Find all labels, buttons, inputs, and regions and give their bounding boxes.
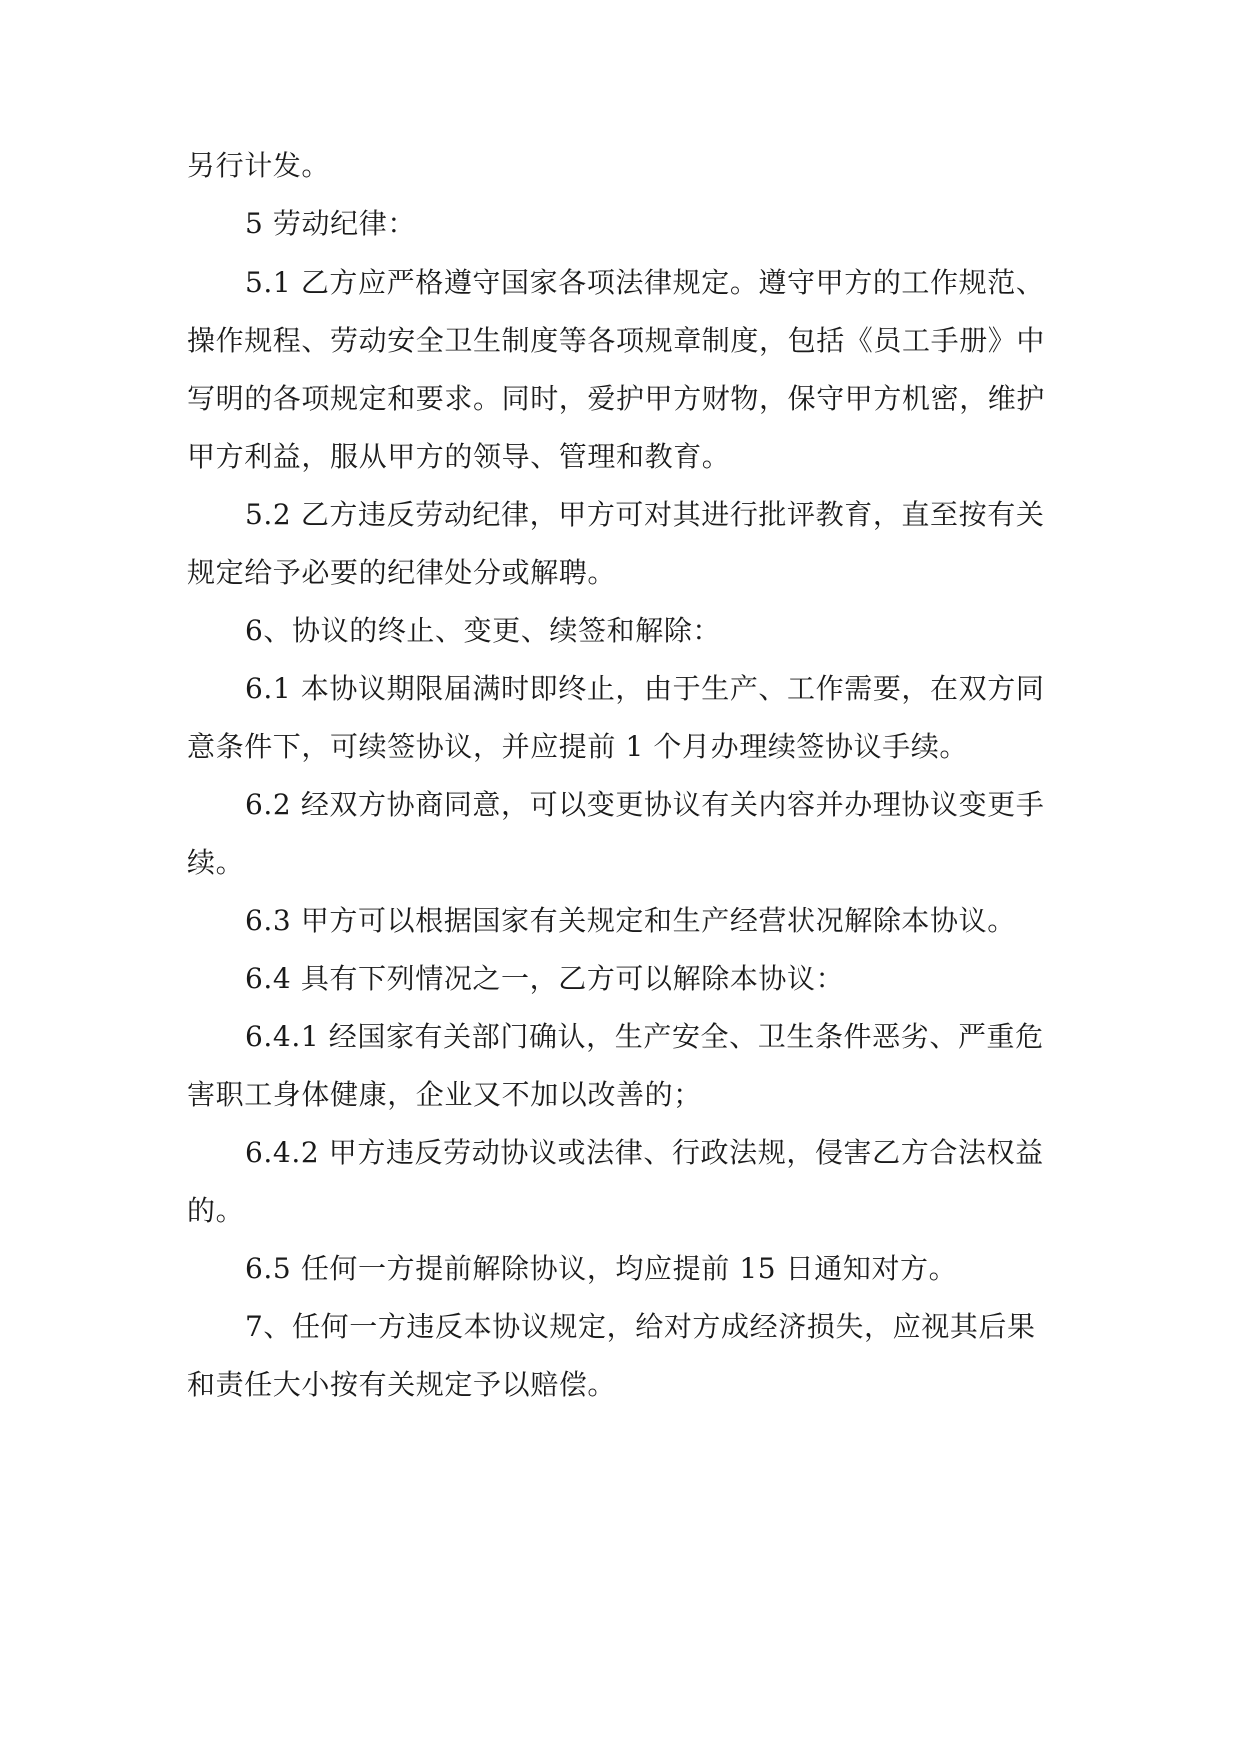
text-line: 写明的各项规定和要求。同时，爱护甲方财物，保守甲方机密，维护: [187, 382, 1046, 415]
text-line: 甲方利益，服从甲方的领导、管理和教育。: [187, 440, 731, 473]
text-line: 害职工身体健康，企业又不加以改善的；: [187, 1078, 702, 1111]
text-line: 5.1 乙方应严格遵守国家各项法律规定。遵守甲方的工作规范、: [245, 266, 1045, 299]
text-line: 规定给予必要的纪律处分或解聘。: [187, 556, 617, 589]
text-line: 6.5 任何一方提前解除协议，均应提前 15 日通知对方。: [245, 1252, 958, 1285]
text-line: 的。: [187, 1194, 245, 1227]
text-line: 5.2 乙方违反劳动纪律，甲方可对其进行批评教育，直至按有关: [245, 498, 1045, 531]
text-line: 6.3 甲方可以根据国家有关规定和生产经营状况解除本协议。: [245, 904, 1016, 937]
text-line: 操作规程、劳动安全卫生制度等各项规章制度，包括《员工手册》中: [187, 324, 1046, 357]
text-line: 6.2 经双方协商同意，可以变更协议有关内容并办理协议变更手: [245, 788, 1045, 821]
section-heading: 6、协议的终止、变更、续签和解除：: [245, 614, 722, 647]
text-line: 另行计发。: [187, 149, 331, 182]
section-heading: 7、任何一方违反本协议规定，给对方成经济损失，应视其后果: [245, 1310, 1036, 1343]
text-line: 意条件下，可续签协议，并应提前 1 个月办理续签协议手续。: [187, 730, 969, 763]
text-line: 6.4 具有下列情况之一，乙方可以解除本协议：: [245, 962, 845, 995]
text-line: 6.4.2 甲方违反劳动协议或法律、行政法规，侵害乙方合法权益: [245, 1136, 1044, 1169]
section-heading: 5 劳动纪律：: [245, 207, 416, 240]
text-line: 6.4.1 经国家有关部门确认，生产安全、卫生条件恶劣、严重危: [245, 1020, 1044, 1053]
text-line: 和责任大小按有关规定予以赔偿。: [187, 1368, 617, 1401]
text-line: 续。: [187, 846, 245, 879]
text-line: 6.1 本协议期限届满时即终止，由于生产、工作需要，在双方同: [245, 672, 1045, 705]
